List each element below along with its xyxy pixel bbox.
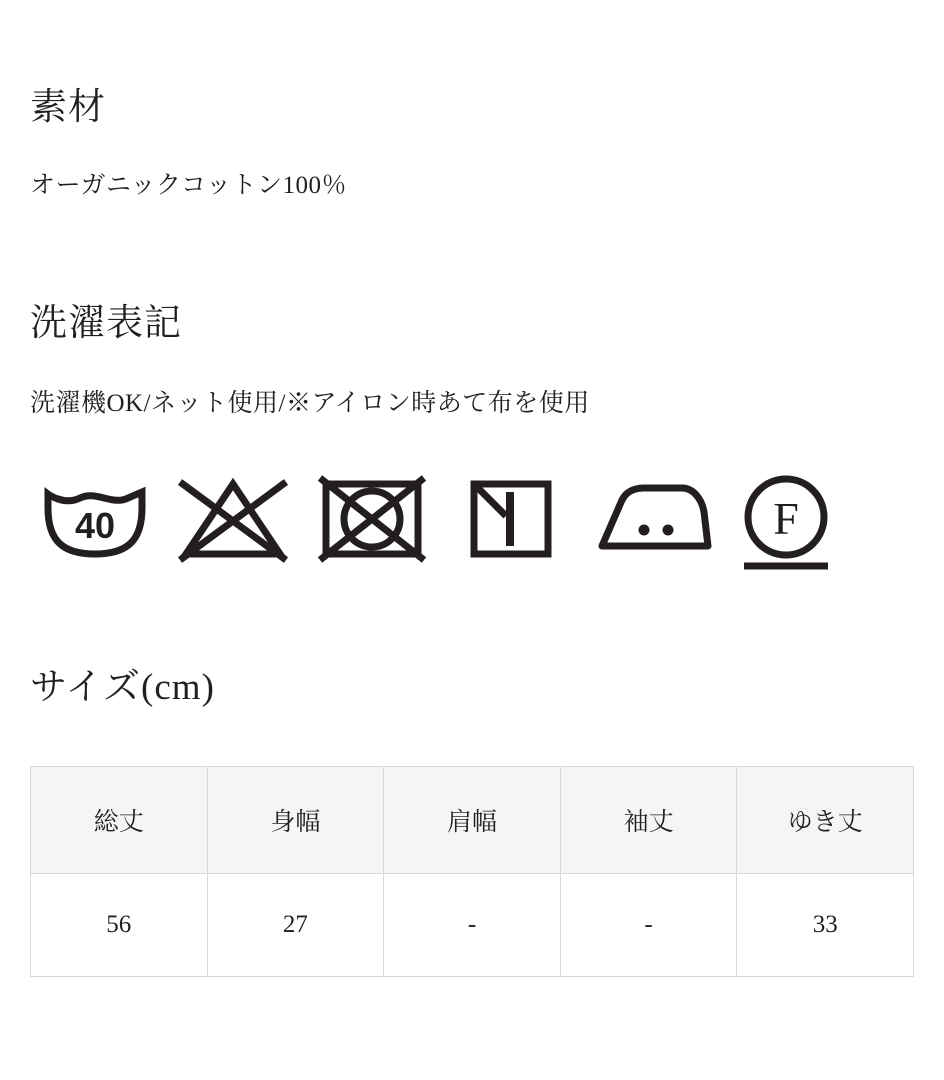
- care-heading: 洗濯表記: [30, 303, 182, 344]
- table-header-cell: ゆき丈: [737, 767, 914, 874]
- table-header-cell: 総丈: [31, 767, 208, 874]
- no-bleach-icon: [172, 462, 310, 582]
- care-symbol-list: [34, 462, 862, 582]
- material-heading: 素材: [30, 87, 106, 128]
- dry-clean-f-icon: [724, 462, 862, 582]
- wash-40-icon: [34, 462, 172, 582]
- table-row: [31, 874, 914, 977]
- no-tumble-dry-icon: [310, 462, 448, 582]
- care-description: 洗濯機OK/ネット使用/※アイロン時あて布を使用: [30, 390, 590, 417]
- table-header-row: [31, 767, 914, 874]
- table-header-cell: 袖丈: [560, 767, 737, 874]
- table-cell: 56: [31, 874, 208, 977]
- line-dry-in-shade-icon: [448, 462, 586, 582]
- wash-temp-label: 40: [74, 505, 116, 546]
- dry-clean-label: F: [773, 493, 799, 544]
- table-cell: -: [384, 874, 561, 977]
- table-header-cell: 肩幅: [384, 767, 561, 874]
- table-cell: -: [560, 874, 737, 977]
- size-table: [30, 766, 914, 977]
- table-cell: 33: [737, 874, 914, 977]
- iron-low-icon: [586, 462, 724, 582]
- table-header-cell: 身幅: [207, 767, 384, 874]
- table-cell: 27: [207, 874, 384, 977]
- material-description: オーガニックコットン100％: [30, 172, 348, 199]
- size-heading: サイズ(cm): [30, 667, 215, 708]
